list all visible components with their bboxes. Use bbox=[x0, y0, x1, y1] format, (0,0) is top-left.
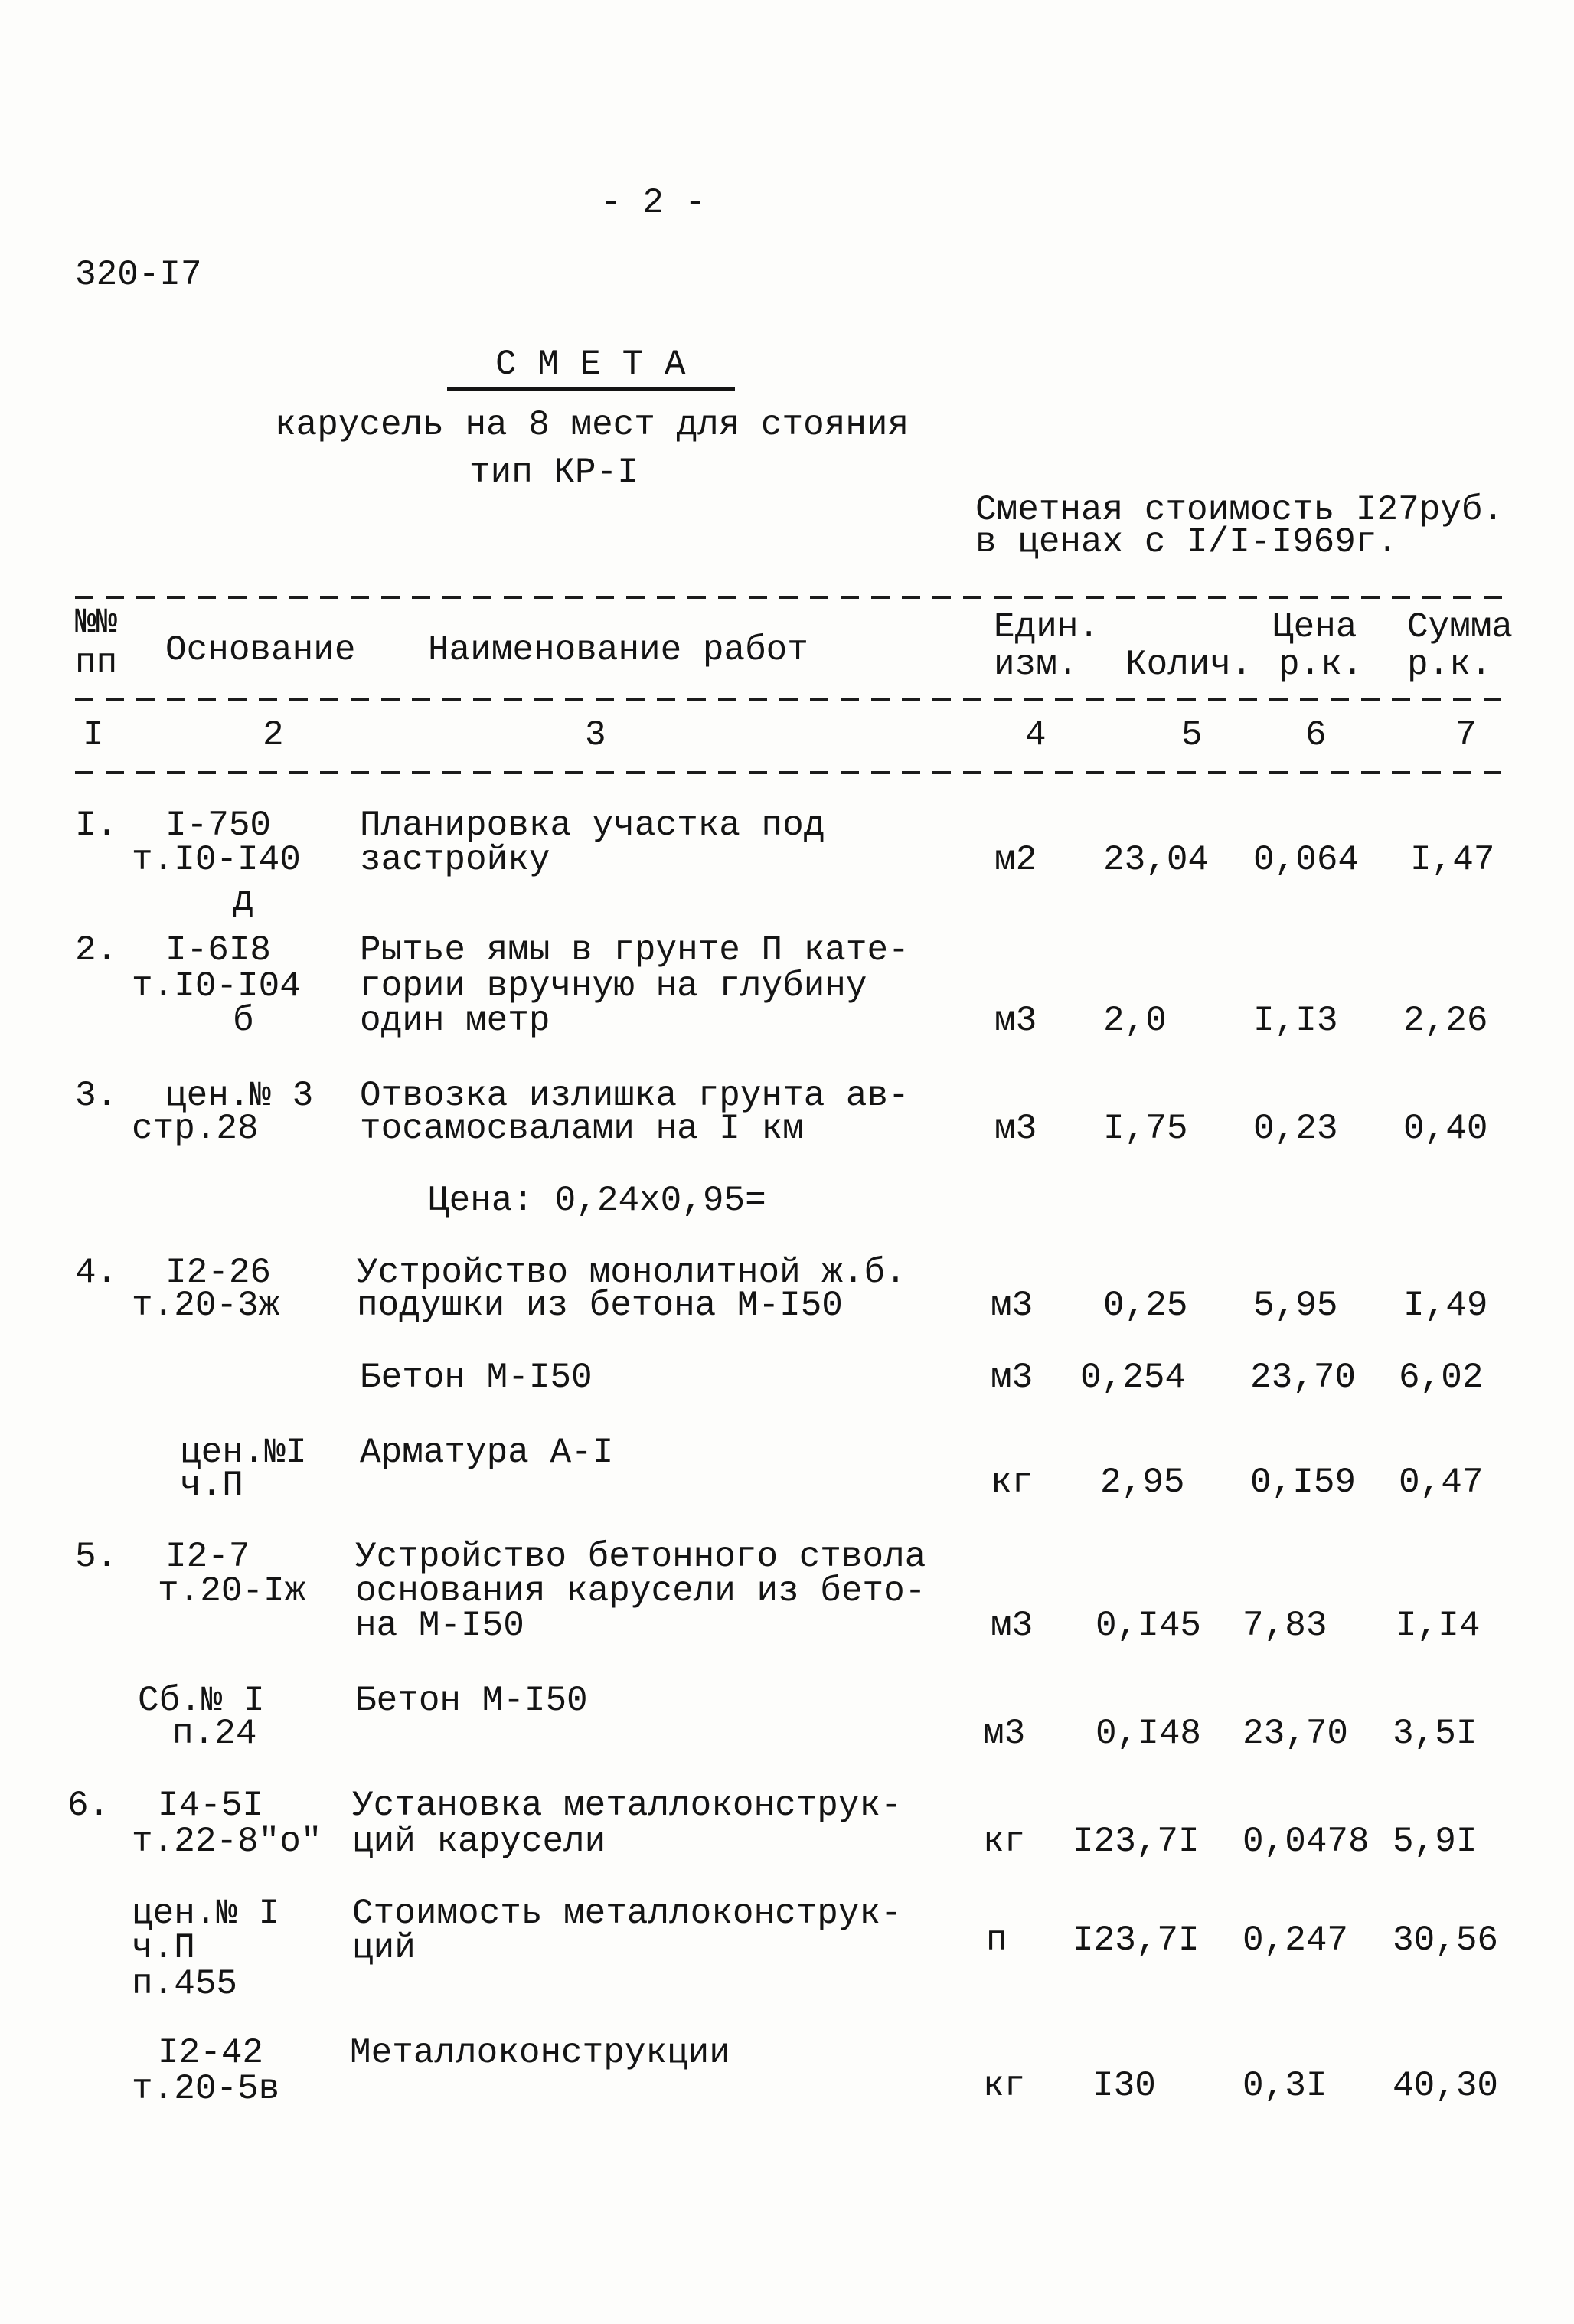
document-title: С М Е Т А bbox=[495, 345, 686, 384]
row-price: 7,83 bbox=[1243, 1606, 1327, 1646]
row-price: 5,95 bbox=[1253, 1286, 1338, 1325]
row-qty: 0,254 bbox=[1080, 1358, 1187, 1397]
estimated-cost-line-2: в ценах с I/I-I969г. bbox=[975, 522, 1399, 562]
row-name: тосамосвалами на I км bbox=[360, 1109, 804, 1149]
row-name: ций карусели bbox=[352, 1822, 606, 1861]
page-number: - 2 - bbox=[600, 183, 707, 223]
row-price: 23,70 bbox=[1243, 1714, 1349, 1754]
row-name: Арматура А-I bbox=[360, 1433, 614, 1473]
column-number: 4 bbox=[1025, 715, 1047, 755]
row-sum: 6,02 bbox=[1399, 1358, 1484, 1397]
row-unit: м3 bbox=[991, 1606, 1034, 1646]
row-number: 2. bbox=[75, 930, 118, 970]
column-number: 3 bbox=[585, 715, 606, 755]
row-unit: м3 bbox=[983, 1714, 1026, 1754]
table-divider-top bbox=[75, 596, 1508, 599]
document-code: 320-I7 bbox=[75, 255, 202, 295]
row-basis: б bbox=[233, 1001, 254, 1041]
header-unit-sub: изм. bbox=[994, 645, 1079, 685]
header-basis: Основание bbox=[165, 630, 356, 670]
row-name: Устройство монолитной ж.б. bbox=[357, 1253, 906, 1293]
row-name: Металлоконструкции bbox=[350, 2033, 730, 2073]
subtitle-line-2: тип КР-I bbox=[469, 453, 638, 492]
row-basis: ч.П bbox=[132, 1928, 195, 1968]
header-qty: Колич. bbox=[1125, 645, 1252, 685]
row-basis: I4-5I bbox=[158, 1786, 264, 1826]
row-number: 5. bbox=[75, 1537, 118, 1577]
row-name: Бетон М-I50 bbox=[360, 1358, 593, 1397]
row-unit: м3 bbox=[994, 1109, 1037, 1149]
header-price: Цена bbox=[1272, 607, 1357, 647]
row-unit: м3 bbox=[994, 1001, 1037, 1041]
row-basis: I2-7 bbox=[165, 1537, 250, 1577]
row-price: 23,70 bbox=[1250, 1358, 1357, 1397]
row-qty: 23,04 bbox=[1103, 840, 1210, 880]
row-name: Рытье ямы в грунте П кате- bbox=[360, 930, 909, 970]
row-sum: I,47 bbox=[1410, 840, 1495, 880]
column-number: 2 bbox=[263, 715, 284, 755]
row-qty: 0,I45 bbox=[1096, 1606, 1202, 1646]
row-sum: I,I4 bbox=[1396, 1606, 1481, 1646]
row-name: на М-I50 bbox=[355, 1606, 524, 1646]
subtitle-line-1: карусель на 8 мест для стояния bbox=[275, 405, 909, 445]
header-num-sub: пп bbox=[75, 643, 118, 683]
row-basis: т.22-8"о" bbox=[132, 1822, 322, 1861]
header-sum-sub: р.к. bbox=[1407, 645, 1492, 685]
row-basis: п.24 bbox=[172, 1714, 257, 1754]
title-underline bbox=[447, 387, 735, 391]
row-name: Устройство бетонного ствола bbox=[355, 1537, 926, 1577]
row-qty: 2,95 bbox=[1100, 1463, 1185, 1502]
row-basis: т.I0-I04 bbox=[132, 966, 301, 1006]
row-sum: 40,30 bbox=[1393, 2066, 1499, 2106]
column-number: 5 bbox=[1181, 715, 1203, 755]
price-note: Цена: 0,24х0,95= bbox=[428, 1181, 766, 1221]
row-unit: кг bbox=[983, 2066, 1026, 2106]
row-number: 3. bbox=[75, 1076, 118, 1116]
row-basis: ч.П bbox=[180, 1466, 243, 1505]
row-name: подушки из бетона М-I50 bbox=[357, 1286, 843, 1325]
row-unit: кг bbox=[983, 1822, 1026, 1861]
table-divider-columns bbox=[75, 771, 1501, 774]
header-unit: Един. bbox=[994, 607, 1100, 647]
row-price: I,I3 bbox=[1253, 1001, 1338, 1041]
row-basis: Сб.№ I bbox=[138, 1681, 265, 1721]
row-basis: I-750 bbox=[165, 806, 272, 845]
row-qty: I30 bbox=[1092, 2066, 1156, 2106]
header-sum: Сумма bbox=[1407, 607, 1514, 647]
row-basis: стр.28 bbox=[132, 1109, 259, 1149]
row-number: 4. bbox=[75, 1253, 118, 1293]
row-price: 0,23 bbox=[1253, 1109, 1338, 1149]
row-number: I. bbox=[75, 806, 118, 845]
row-price: 0,3I bbox=[1243, 2066, 1327, 2106]
row-sum: 0,47 bbox=[1399, 1463, 1484, 1502]
row-basis: I-6I8 bbox=[165, 930, 272, 970]
row-basis: т.20-5в bbox=[132, 2069, 280, 2109]
row-sum: 5,9I bbox=[1393, 1822, 1478, 1861]
row-price: 0,I59 bbox=[1250, 1463, 1357, 1502]
row-name: один метр bbox=[360, 1001, 550, 1041]
row-unit: п bbox=[986, 1920, 1007, 1960]
column-number: 6 bbox=[1305, 715, 1327, 755]
row-sum: 2,26 bbox=[1403, 1001, 1488, 1041]
estimated-cost-line-1: Сметная стоимость I27руб. bbox=[975, 490, 1504, 530]
row-unit: м2 bbox=[994, 840, 1037, 880]
row-basis: т.20-3ж bbox=[132, 1286, 280, 1325]
row-qty: I23,7I bbox=[1073, 1920, 1200, 1960]
row-name: основания карусели из бето- bbox=[355, 1571, 926, 1611]
row-basis: д bbox=[233, 881, 254, 920]
row-basis: I2-26 bbox=[165, 1253, 272, 1293]
row-name: Бетон М-I50 bbox=[355, 1681, 588, 1721]
row-sum: 0,40 bbox=[1403, 1109, 1488, 1149]
row-sum: 30,56 bbox=[1393, 1920, 1499, 1960]
row-name: гории вручную на глубину bbox=[360, 966, 867, 1006]
row-name: Стоимость металлоконструк- bbox=[352, 1894, 902, 1933]
header-num: №№ bbox=[75, 603, 118, 642]
row-name: Отвозка излишка грунта ав- bbox=[360, 1076, 909, 1116]
row-basis: цен.№I bbox=[180, 1433, 307, 1473]
row-basis: I2-42 bbox=[158, 2033, 264, 2073]
row-sum: 3,5I bbox=[1393, 1714, 1478, 1754]
row-qty: 0,25 bbox=[1103, 1286, 1188, 1325]
row-basis: п.455 bbox=[132, 1964, 238, 2004]
row-name: Планировка участка под bbox=[360, 806, 825, 845]
header-name: Наименование работ bbox=[428, 630, 808, 670]
row-price: 0,247 bbox=[1243, 1920, 1349, 1960]
row-qty: 2,0 bbox=[1103, 1001, 1167, 1041]
column-number: 7 bbox=[1455, 715, 1477, 755]
row-basis: т.I0-I40 bbox=[132, 840, 301, 880]
row-basis: цен.№ I bbox=[132, 1894, 280, 1933]
row-name: застройку bbox=[360, 840, 550, 880]
row-unit: кг bbox=[991, 1463, 1034, 1502]
row-name: Установка металлоконструк- bbox=[352, 1786, 902, 1826]
row-price: 0,064 bbox=[1253, 840, 1360, 880]
column-number: I bbox=[83, 715, 104, 755]
header-price-sub: р.к. bbox=[1278, 645, 1363, 685]
table-divider-header bbox=[75, 698, 1501, 701]
row-unit: м3 bbox=[991, 1358, 1034, 1397]
row-qty: 0,I48 bbox=[1096, 1714, 1202, 1754]
row-name: ций bbox=[352, 1928, 416, 1968]
row-qty: I,75 bbox=[1103, 1109, 1188, 1149]
row-unit: м3 bbox=[991, 1286, 1034, 1325]
row-sum: I,49 bbox=[1403, 1286, 1488, 1325]
row-qty: I23,7I bbox=[1073, 1822, 1200, 1861]
row-basis: т.20-Iж bbox=[158, 1571, 306, 1611]
row-basis: цен.№ 3 bbox=[165, 1076, 314, 1116]
row-number: 6. bbox=[67, 1786, 110, 1826]
row-price: 0,0478 bbox=[1243, 1822, 1370, 1861]
